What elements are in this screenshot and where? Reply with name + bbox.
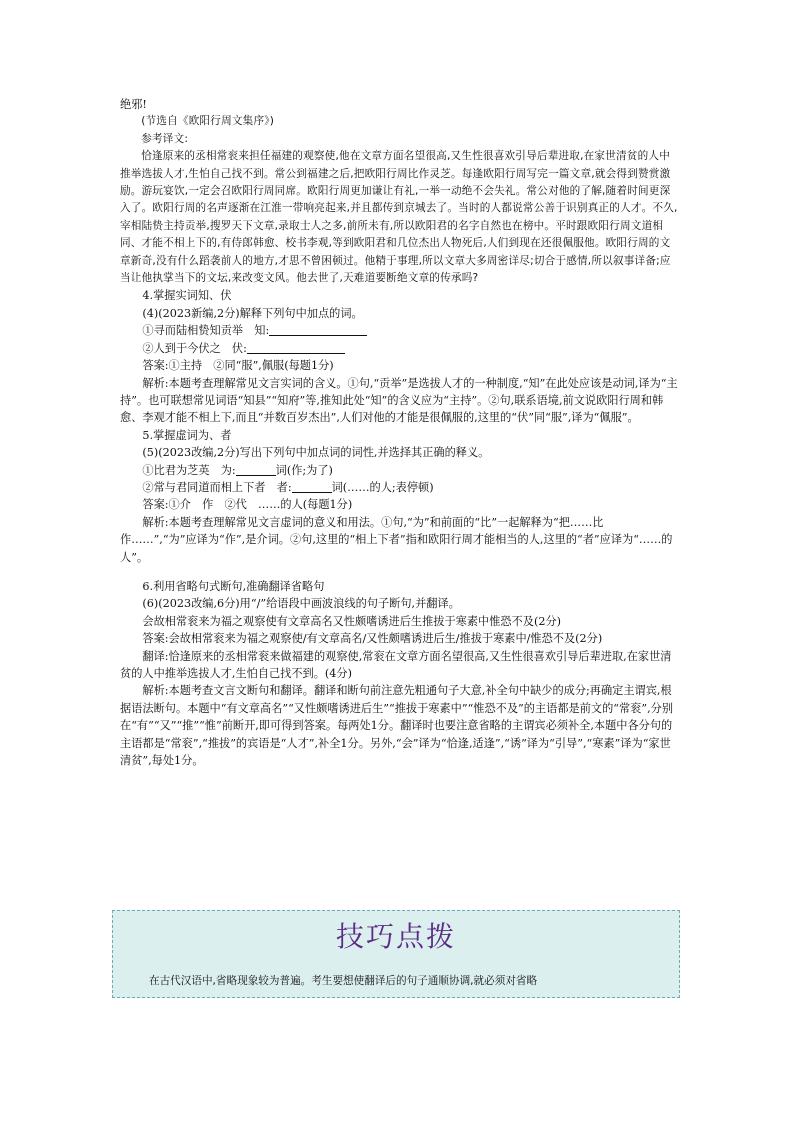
q4-item-2-text: ②人到于今伏之 伏: — [142, 341, 247, 355]
q4-prompt: (4)(2023新编,2分)解释下列句中加点的词。 — [142, 306, 363, 320]
q4-item-1-text: ①寻而陆相贽知贡举 知: — [142, 324, 270, 338]
reference-translation: 恰逢原来的丞相常衮来担任福建的观察使,他在文章方面名望很高,又生性很喜欢引导后辈进取,在家世清贫的人中推举选拔人才,生怕自己找不到。常公到福建之后,把欧阳行周比作灵芝。每逢欧阳行周写完一篇文章,就会得到赞赏激励。游玩宴饮,一定会召欧阳行周同席。欧阳行周更加谦让有礼,一举一动绝不会失礼。常公对他的了解,随着时间更深入了。欧阳行周的名声逐渐在江淮一带响亮起来,并且都传到京城去了。当时的人都说常公善于识别真正的人才。不久,宰相陆贽主持贡举,搜罗天下文章,录取士人之多,前所未有,所以欧阳君的名字自然也在榜中。平时跟欧阳行周文道相同、才能不相上下的,有侍郎韩愈、校书李观,等到欧阳君和几位杰出人物死后,人们到现在还很佩服他。欧阳行周的文章新奇,没有什么蹈袭前人的地方,才思不曾困顿过。他精于事理,所以文章大多周密详尽;切合于感情,所以叙事详备;应当让他执掌当下的文坛,来改变文风。他去世了,天难道要断绝文章的传承吗? — [120, 150, 678, 285]
tip-title: 技巧点拨 — [335, 920, 456, 953]
answer-blank[interactable] — [269, 323, 367, 336]
q5-item-1 — [120, 462, 678, 479]
q5-item-1-text: ①比君为芝英 为: — [142, 463, 236, 477]
passage-end: 绝邪! — [120, 98, 147, 111]
q5-heading: 5.掌握虚词为、者 — [142, 428, 232, 442]
q6-sentence: 会故相常衮来为福之观察使有文章高名又性颇嗜诱进后生推拔于寒素中惟恐不及(2分) — [142, 614, 561, 628]
tip-text: 在古代汉语中,省略现象较为普遍。考生要想使翻译后的句子通顺协调,就必须对省略 — [149, 975, 538, 987]
q4-heading: 4.掌握实词知、伏 — [142, 289, 232, 303]
q6-heading: 6.利用省略句式断句,准确翻译省略句 — [142, 579, 325, 593]
q6-answer: 答案:会故相常衮来为福之观察使/有文章高名/又性颇嗜诱进后生/推拔于寒素中/惟恐不及(2分) — [142, 632, 603, 646]
document-body — [120, 96, 678, 769]
answer-blank[interactable] — [247, 341, 345, 354]
q5-analysis: 解析:本题考查理解常见文言虚词的意义和用法。①句,“为”和前面的“比”一起解释为“把……比作……”,“为”应译为“作”,是介词。②句,这里的“相上下者”指和欧阳行周才能相当的人,这里的“者”应译为“……的人”。 — [120, 515, 673, 564]
q6-prompt: (6)(2023改编,6分)用“/”给语段中画波浪线的句子断句,并翻译。 — [142, 597, 460, 611]
q4-answer: 答案:①主持 ②同“服”,佩服(每题1分) — [142, 359, 334, 373]
q5-answer: 答案:①介 作 ②代 ……的人(每题1分) — [142, 498, 353, 512]
q6-translation: 翻译:恰逢原来的丞相常衮来做福建的观察使,常衮在文章方面名望很高,又生性很喜欢引导后辈进取,在家世清贫的人中推举选拔人才,生怕自己找不到。(4分) — [120, 649, 672, 680]
q4-item-1 — [120, 322, 678, 339]
q4-analysis: 解析:本题考查理解常见文言实词的含义。①句,“贡举”是选拔人才的一种制度,“知”在此处应该是动词,译为“主持”。也可联想常见词语“知县”“知府”等,推知此处“知”的含义应为“主持”。②句,联系语境,前文说欧阳行周和韩愈、李观才能不相上下,而且“并数百岁杰出”,人们对他的才能是很佩服的,这里的“伏”同“服”,译为“佩服”。 — [120, 376, 678, 425]
q5-item-2 — [120, 479, 678, 496]
spacer — [120, 566, 678, 578]
q5-item-2-options: 词(……的人;表停顿) — [331, 480, 434, 494]
q6-analysis: 解析:本题考查文言文断句和翻译。翻译和断句前注意先粗通句子大意,补全句中缺少的成分;再确定主谓宾,根据语法断句。本题中“有文章高名”“又性颇嗜诱进后生”“推拔于寒素中”“惟恐不及”的主语都是前文的“常衮”,分别在“有”“又”“推”“惟”前断开,即可得到答案。每两处1分。翻译时也要注意省略的主谓宾必须补全,本题中各分句的主语都是“常衮”,“推拔”的宾语是“人才”,补全1分。另外,“会”译为“恰逢,适逢”,“诱”译为“引导”,“寒素”译为“家世清贫”,每处1分。 — [120, 684, 674, 768]
answer-blank[interactable] — [292, 480, 332, 493]
q5-item-2-text: ②常与君同道而相上下者 者: — [142, 480, 292, 494]
reference-label: 参考译文: — [141, 132, 189, 145]
q5-item-1-options: 词(作;为了) — [275, 463, 333, 477]
q5-prompt: (5)(2023改编,2分)写出下列句中加点词的词性,并选择其正确的释义。 — [142, 446, 490, 460]
tip-box — [112, 910, 680, 998]
passage-source: (节选自《欧阳行周文集序》) — [141, 115, 275, 128]
answer-blank[interactable] — [236, 463, 276, 476]
q4-item-2 — [120, 340, 678, 357]
